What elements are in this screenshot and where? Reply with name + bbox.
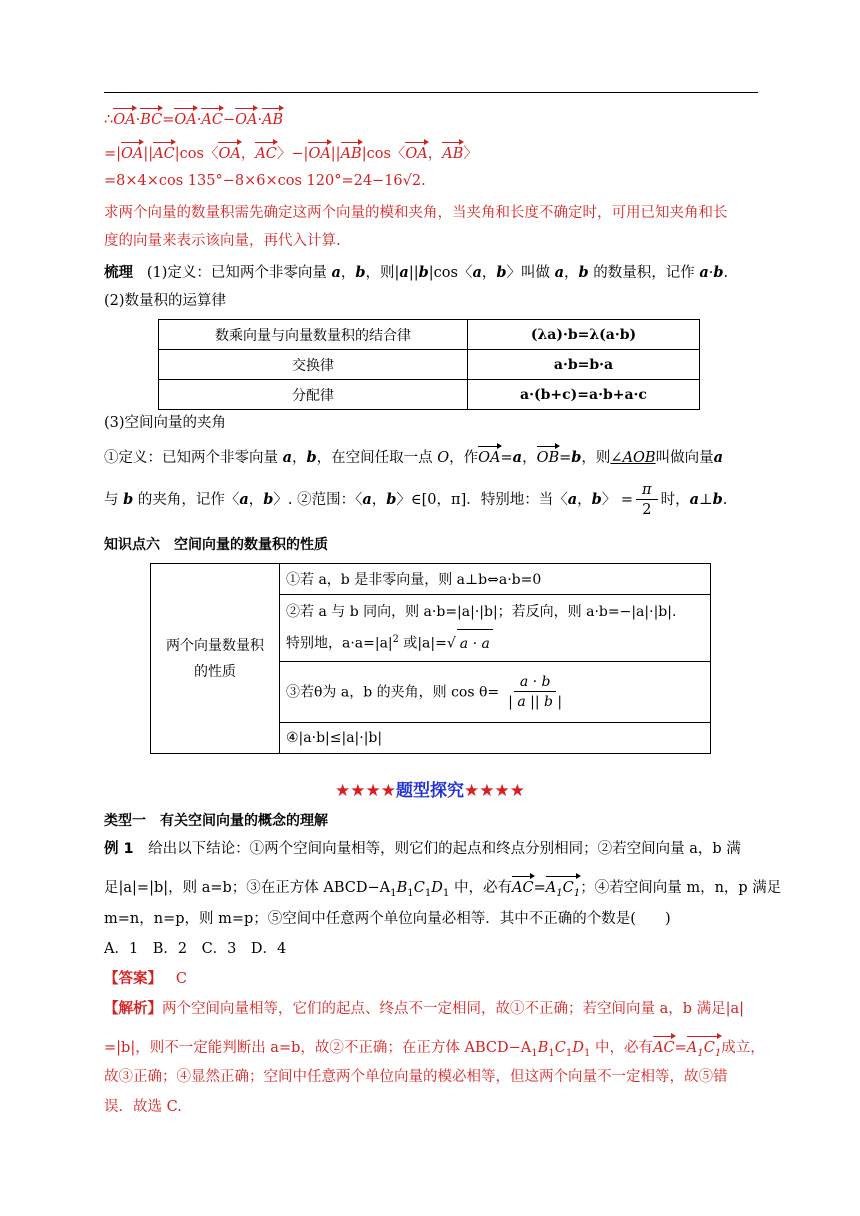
- table-row: [159, 380, 700, 410]
- pi-over-two: $\frac{\pi}{2}$: [636, 481, 658, 520]
- proof-line-3: =8×4×cos 135°−8×6×cos 120°=24−16√2.: [104, 173, 426, 189]
- angle-title: (3)空间向量的夹角: [104, 415, 227, 431]
- proof-note-line-2: 度的向量来表示该向量，再代入计算.: [104, 233, 341, 249]
- section-heading: [0, 776, 860, 801]
- property-2: ②若 a 与 b 同向，则 a·b=|a|·|b|；若反向，则 a·b=−|a|·|b|. 特别地，$a\cdot a=|a|^2$ 或|a|=√ a · a: [280, 595, 711, 662]
- rule-name: 分配律: [159, 380, 468, 410]
- analysis-line-3: 故③正确；④显然正确；空间中任意两个单位向量的模必相等，但这两个向量不一定相等，故⑤错: [104, 1069, 728, 1085]
- table-row: [159, 350, 700, 380]
- angle-definition-line-1: ①定义：已知两个非零向量 a，b，在空间任取一点 O，作OA=a，OB=b，则∠AOB叫做向量a: [104, 444, 723, 469]
- therefore-symbol: ∴: [104, 112, 114, 128]
- proof-line-2: =|OA||AC|cos〈OA，AC〉−|OA||AB|cos〈OA，AB〉: [104, 140, 478, 165]
- table-row: [159, 320, 700, 350]
- example-options: A．1 B．2 C．3 D．4: [104, 941, 287, 957]
- answer-label: 【答案】: [104, 970, 162, 987]
- rule-formula: a·b=b·a: [468, 350, 700, 380]
- knowledge-title: 知识点六 空间向量的数量积的性质: [104, 537, 328, 553]
- stars-left: ★★★★: [335, 781, 396, 801]
- analysis-line-2: =|b|，则不一定能判断出 a=b，故②不正确；在正方体 $ABCD-A_1B_1C_1D_1$ 中，必有$AC=A_1C_1$成立，: [104, 1034, 765, 1065]
- property-3: ③若θ为 a，b 的夹角，则 cos θ= $\frac{a \cdot b}{| a || b |}$: [280, 662, 711, 723]
- proof-note-line-1: 求两个向量的数量积需先确定这两个向量的模和夹角，当夹角和长度不确定时，可用已知夹角和长: [104, 205, 728, 221]
- proof-line-1: ∴OA·BC=OA·AC−OA·AB: [104, 106, 283, 131]
- operation-rules-table: [158, 319, 700, 410]
- analysis-line-4: 误．故选 C.: [104, 1099, 182, 1115]
- rule-formula: a·(b+c)=a·b+a·c: [468, 380, 700, 410]
- stars-right: ★★★★: [464, 781, 525, 801]
- property-1: ①若 a，b 是非零向量，则 a⊥b⇔a·b=0: [280, 564, 711, 595]
- example-line-1: 例 1 给出以下结论：①两个空间向量相等，则它们的起点和终点分别相同；②若空间向量 a，b 满: [104, 841, 741, 857]
- summary-definition: 梳理 (1)定义：已知两个非零向量 a，b，则|a||b|cos〈a，b〉叫做 a，b 的数量积，记作 a·b.: [104, 264, 729, 281]
- table-row: [151, 564, 711, 595]
- properties-label-cell: 两个向量数量积 的性质: [151, 564, 280, 754]
- answer-value: C: [175, 971, 187, 987]
- rule-formula: (λa)·b=λ(a·b): [468, 320, 700, 350]
- type1-title: 类型一 有关空间向量的概念的理解: [104, 813, 328, 829]
- example-label: 例 1: [104, 841, 134, 857]
- answer-line: [104, 968, 187, 990]
- rules-title: (2)数量积的运算律: [104, 293, 227, 309]
- analysis-label: 【解析】: [104, 1000, 162, 1017]
- summary-label: 梳理: [104, 265, 133, 281]
- angle-aob: ∠AOB: [610, 450, 656, 466]
- example-line-2: 足|a|=|b|，则 a=b；③在正方体 $ABCD-A_1B_1C_1D_1$ 中，必有$AC=A_1C_1$；④若空间向量 m，n，p 满足: [104, 874, 781, 905]
- section-title: 题型探究: [396, 781, 464, 801]
- cos-fraction: $\frac{a \cdot b}{| a || b |}$: [508, 673, 563, 710]
- header-rule: [104, 92, 758, 93]
- sqrt-symbol: √: [402, 173, 412, 189]
- rule-name: 数乘向量与向量数量积的结合律: [159, 320, 468, 350]
- example-line-3: m=n，n=p，则 m=p；⑤空间中任意两个单位向量必相等．其中不正确的个数是( ): [104, 911, 671, 927]
- angle-definition-line-2: 与 b 的夹角，记作〈a，b〉. ②范围：〈a，b〉∈[0，π]．特别地：当〈a，b〉 = $\frac{\pi}{2}$ 时，a⊥b.: [104, 481, 728, 518]
- analysis-line-1: 【解析】两个空间向量相等，它们的起点、终点不一定相同，故①不正确；若空间向量 a，b 满足|a|: [104, 1000, 745, 1017]
- properties-table: [150, 563, 711, 754]
- property-4: ④|a·b|≤|a|·|b|: [280, 723, 711, 754]
- rule-name: 交换律: [159, 350, 468, 380]
